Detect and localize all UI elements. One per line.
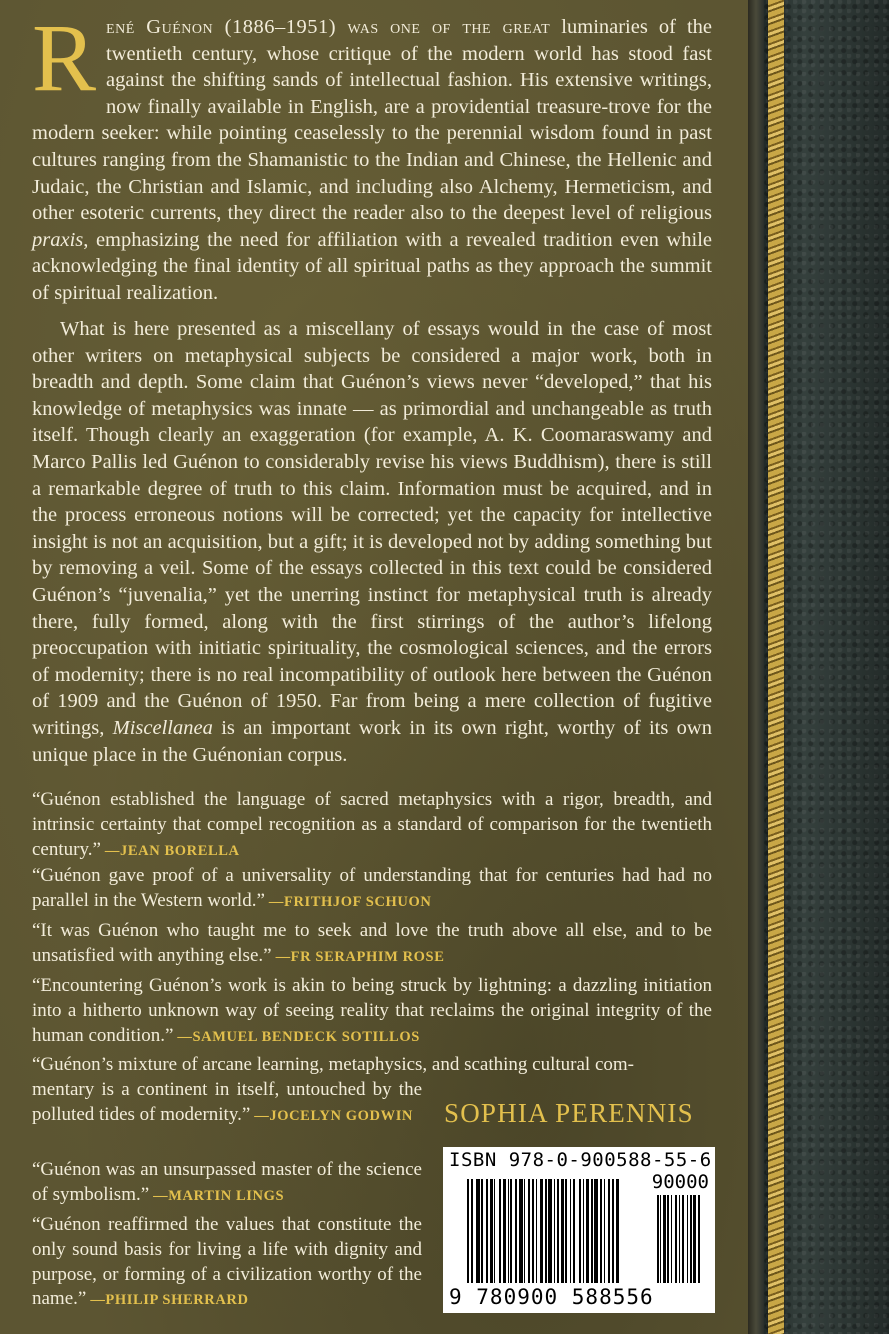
blurb-attribution: —FR SERAPHIM ROSE (275, 948, 445, 965)
barcode-bar (565, 1179, 567, 1283)
barcode-bar (471, 1179, 473, 1283)
second-emphasis: Miscellanea (112, 716, 213, 739)
barcode-bar (604, 1179, 605, 1283)
blurb-attribution: —JEAN BORELLA (104, 842, 240, 859)
blurb-attribution: —FRITHJOF SCHUON (268, 893, 432, 910)
barcode-bar (583, 1179, 584, 1283)
isbn-barcode (443, 1147, 715, 1313)
blurb-attribution: —SAMUEL BENDECK SOTILLOS (177, 1028, 420, 1045)
barcode-bar (579, 1179, 581, 1283)
barcode-bar (682, 1195, 684, 1283)
blurb-schuon (32, 864, 712, 915)
barcode-bar (690, 1195, 692, 1283)
barcode-bar (698, 1195, 700, 1283)
intro-paragraph (32, 4, 713, 307)
barcode-bar (591, 1179, 593, 1283)
blurb-lings (32, 1158, 422, 1209)
barcode-bar (663, 1195, 666, 1283)
drop-cap: R (32, 4, 97, 111)
spine-edge (748, 0, 764, 1334)
barcode-bar (675, 1195, 677, 1283)
barcode-bar (660, 1195, 661, 1283)
barcode-bar (554, 1179, 555, 1283)
barcode-bar (467, 1179, 469, 1283)
barcode-bar (536, 1179, 537, 1283)
barcode-bar (508, 1179, 509, 1283)
barcode-bar (494, 1179, 495, 1283)
barcode-bar (510, 1179, 512, 1283)
barcode-bar (616, 1179, 619, 1283)
blurb-text-line1: “Guénon’s mixture of arcane learning, metaphysics, and scathing cultural com- (32, 1054, 634, 1075)
barcode-bar (586, 1179, 589, 1283)
second-body: What is here presented as a miscellany of essays would in the case of most other writers on metaphysical subjects be considered a major work, both in breadth and depth. Some claim that Guénon’s views never “developed,” that his knowledge of metaphysics was innate — as primordial and unchangeable as truth itself. Though clearly an exaggeration (for example, A. K. Coomaraswamy and Marco Pallis led Guénon to considerably revise his views Buddhism), there is still a remarkable degree of truth to this claim. Information must be acquired, and in the process erroneous notions will be corrected; yet the capacity for intellective insight is not an acquisition, but a gift; it is developed not by adding something but by removing a veil. Some of the essays collected in this text could be considered Guénon’s “juvenalia,” yet the unerring instinct for metaphysical truth is already there, fully formed, along with the first stirrings of the author’s lifelong preoccupation with initiatic spirituality, the cosmological sciences, and the errors of modernity; there is no real incompatibility of outlook here between the Guénon of 1909 and the Guénon of 1950. Far from being a mere collection of fugitive writings, (32, 318, 712, 739)
barcode-bar (570, 1179, 571, 1283)
barcode-bar (561, 1179, 564, 1283)
barcode-bar (490, 1179, 493, 1283)
blurb-text: “Encountering Guénon’s work is akin to being struck by lightning: a dazzling initiation into a hitherto unknown way of seeing reality that reclaims the original integrity of the human condition.” (32, 975, 712, 1046)
barcode-bar (671, 1195, 672, 1283)
blurb-rose (32, 919, 712, 970)
barcode-bar (557, 1179, 559, 1283)
gold-braid-trim (768, 0, 784, 1334)
blurb-text: “Guénon was an unsurpassed master of the science of symbolism.” (32, 1159, 422, 1205)
barcode-bar (657, 1195, 659, 1283)
barcode-bar (693, 1195, 696, 1283)
barcode-bar (481, 1179, 483, 1283)
barcode-bars-main (467, 1179, 653, 1283)
barcode-bar (486, 1179, 488, 1283)
barcode-bar (476, 1179, 480, 1283)
barcode-bar (548, 1179, 552, 1283)
barcode-bar (503, 1179, 506, 1283)
blurb-text-rest: mentary is a continent in itself, untouched by the polluted tides of modernity.” (32, 1078, 422, 1125)
publisher-logo: SOPHIA PERENNIS (444, 1098, 694, 1128)
barcode-bar (540, 1179, 543, 1283)
ean-digits: 9 780900 588556 (449, 1285, 654, 1309)
barcode-bar (499, 1179, 501, 1283)
second-body-end: is an important work in its own right, worthy of its own unique place in the Guénonian corpus. (32, 716, 712, 766)
blurb-attribution: —JOCELYN GODWIN (254, 1107, 414, 1124)
barcode-bar (573, 1179, 575, 1283)
barcode-bar (532, 1179, 534, 1283)
price-code: 90000 (651, 1171, 709, 1193)
intro-body-end: , emphasizing the need for affiliation with a revealed tradition even while acknowledging the final identity of all spiritual paths as they approach the summit of spiritual realization. (32, 228, 712, 304)
barcode-bars-price (657, 1195, 707, 1283)
barcode-bar (667, 1195, 669, 1283)
blurb-attribution: —MARTIN LINGS (153, 1187, 285, 1204)
barcode-bar (679, 1195, 680, 1283)
blurb-text: “Guénon established the language of sacred metaphysics with a rigor, breadth, and intrinsic certainty that compel recognition as a standard of comparison for the twentieth century.” (32, 789, 712, 860)
intro-leadin: ené Guénon (1886–1951) was one of the great (106, 16, 551, 38)
second-paragraph (32, 316, 712, 768)
blurb-attribution: —PHILIP SHERRARD (90, 1292, 249, 1309)
barcode-bar (515, 1179, 517, 1283)
blurb-text: “Guénon reaffirmed the values that constitute the only sound basis for living a life with dignity and purpose, or forming of a civilization worthy of the name.” (32, 1214, 422, 1310)
blurb-sherrard (32, 1213, 422, 1313)
barcode-bar (687, 1195, 688, 1283)
blurb-borella (32, 788, 712, 863)
blurb-text: “Guénon gave proof of a universality of understanding that for centuries had had no parallel in the Western world.” (32, 865, 712, 911)
barcode-bar (594, 1179, 598, 1283)
isbn-number: ISBN 978-0-900588-55-6 (449, 1149, 712, 1171)
barcode-bar (519, 1179, 523, 1283)
barcode-bar (600, 1179, 602, 1283)
barcode-bar (612, 1179, 614, 1283)
intro-emphasis: praxis (32, 228, 84, 251)
blurb-text: “It was Guénon who taught me to seek and love the truth above all else, and to be unsatisfied with anything else.” (32, 920, 712, 966)
intro-body: luminaries of the twentieth century, whose critique of the modern world has stood fast against the shifting sands of intellectual fashion. His extensive writings, now finally available in English, are a providential treasure-trove for the modern seeker: while pointing ceaselessly to the perennial wisdom found in past cultures ranging from the Shamanistic to the Indian and Chinese, the Hellenic and Judaic, the Christian and Islamic, and including also Alchemy, Hermeticism, and other esoteric currents, they direct the reader also to the deepest level of religious (32, 16, 713, 225)
barcode-bar (524, 1179, 525, 1283)
barcode-bar (528, 1179, 530, 1283)
barcode-bar (608, 1179, 610, 1283)
blurb-sotillos (32, 974, 712, 1049)
barcode-bar (545, 1179, 547, 1283)
